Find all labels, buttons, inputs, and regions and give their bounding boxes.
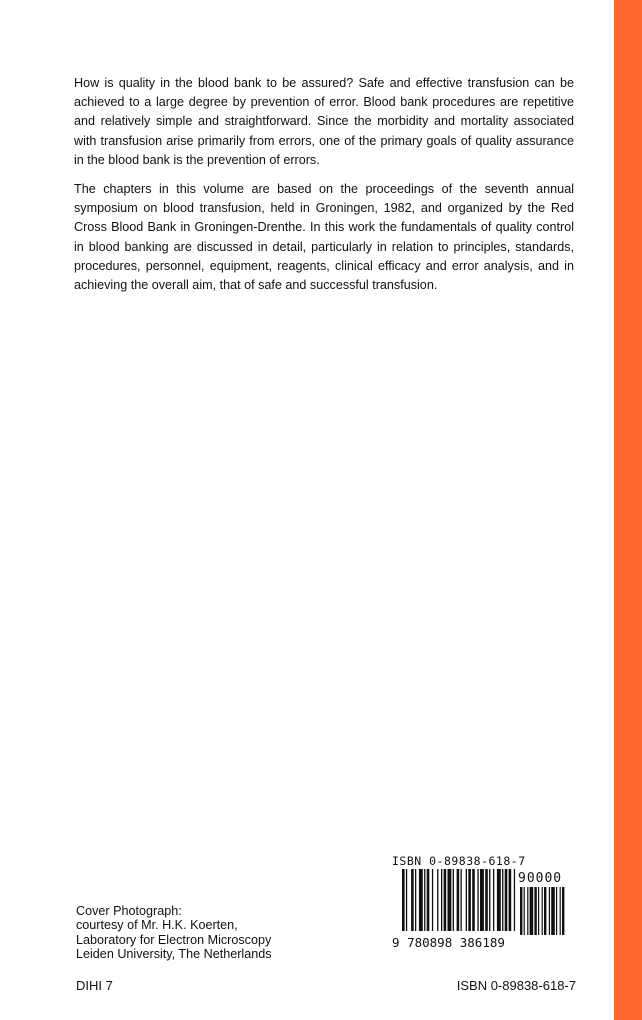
barcode-isbn-label: ISBN 0-89838-618-7 <box>392 854 526 868</box>
barcode-addon-bar <box>520 887 522 935</box>
barcode-bar <box>461 869 462 931</box>
barcode-bar <box>505 869 508 931</box>
barcode-addon-bar <box>524 887 525 935</box>
barcode-bar <box>432 869 433 931</box>
barcode-bar <box>477 869 478 931</box>
barcode-addon-bar <box>538 887 539 935</box>
barcode-block <box>392 853 576 949</box>
barcode-bar <box>497 869 501 931</box>
barcode-bar <box>437 869 438 931</box>
isbn-footer: ISBN 0-89838-618-7 <box>456 978 576 993</box>
blurb-paragraph-1: How is quality in the blood bank to be assured? Safe and effective transfusion can be achieved to a large degree by prevention of error. Blood bank procedures are repetitive and relatively simple and straightforward. Since the morbidity and mortality associated with transfusion arise primarily from errors, one of the primary goals of quality assurance in the blood bank is the prevention of errors. <box>74 76 574 167</box>
barcode-bar <box>448 869 452 931</box>
barcode-bar <box>468 869 471 931</box>
barcode-bar <box>411 869 414 931</box>
barcode-bar <box>444 869 447 931</box>
barcode-bar <box>489 869 490 931</box>
barcode-bar <box>402 869 405 931</box>
barcode-bar <box>406 869 407 931</box>
ean-digits <box>392 935 505 950</box>
barcode-bar <box>485 869 488 931</box>
barcode-addon-bar <box>551 887 555 935</box>
barcode-bar <box>502 869 503 931</box>
barcode-addon-number: 90000 <box>518 871 563 886</box>
series-code: DIHI 7 <box>76 978 113 993</box>
barcode-bar <box>419 869 423 931</box>
barcode-bar <box>453 869 454 931</box>
barcode-bar <box>427 869 430 931</box>
orange-spine-stripe <box>614 0 642 1020</box>
barcode-bar <box>441 869 442 931</box>
credit-line-4: Leiden University, The Netherlands <box>76 946 272 961</box>
barcode-addon-bar <box>527 887 528 935</box>
barcode-bar <box>424 869 425 931</box>
cover-photo-credit <box>76 904 272 961</box>
barcode-addon-bar <box>530 887 534 935</box>
blurb-paragraph-2: The chapters in this volume are based on the proceedings of the seventh annual symposium on blood transfusion, held in Groningen, 1982, and organized by the Red Cross Blood Bank in Groningen-Drenthe. In this work the fundamentals of quality control in blood banking are discussed in detail, particularly in relation to principles, standards, procedures, personnel, equipment, reagents, clinical efficacy and error analysis, and in achieving the overall aim, that of safe and successful transfusion. <box>74 182 574 293</box>
barcode-bar <box>480 869 484 931</box>
ean-first-digit: 9 <box>392 935 400 950</box>
barcode-bar <box>493 869 494 931</box>
ean-remaining-digits: 780898 386189 <box>407 935 505 950</box>
credit-line-3: Laboratory for Electron Microscopy <box>76 932 272 947</box>
barcode-bar <box>457 869 460 931</box>
barcode-addon-bar <box>549 887 550 935</box>
credit-line-1: Cover Photograph: <box>76 904 182 918</box>
barcode-addon-bar <box>556 887 557 935</box>
barcode-bar <box>509 869 512 931</box>
barcode-addon-bar <box>544 887 546 935</box>
barcode-addon-bar <box>562 887 564 935</box>
barcode-bar <box>514 869 515 931</box>
back-cover-blurb <box>74 74 574 305</box>
barcode-addon-bar <box>534 887 536 935</box>
barcode-bar <box>415 869 416 931</box>
barcode-bar <box>466 869 467 931</box>
barcode-addon-bar <box>560 887 561 935</box>
barcode-bar <box>472 869 475 931</box>
credit-line-2: courtesy of Mr. H.K. Koerten, <box>76 918 238 933</box>
barcode-addon-bar <box>542 887 543 935</box>
